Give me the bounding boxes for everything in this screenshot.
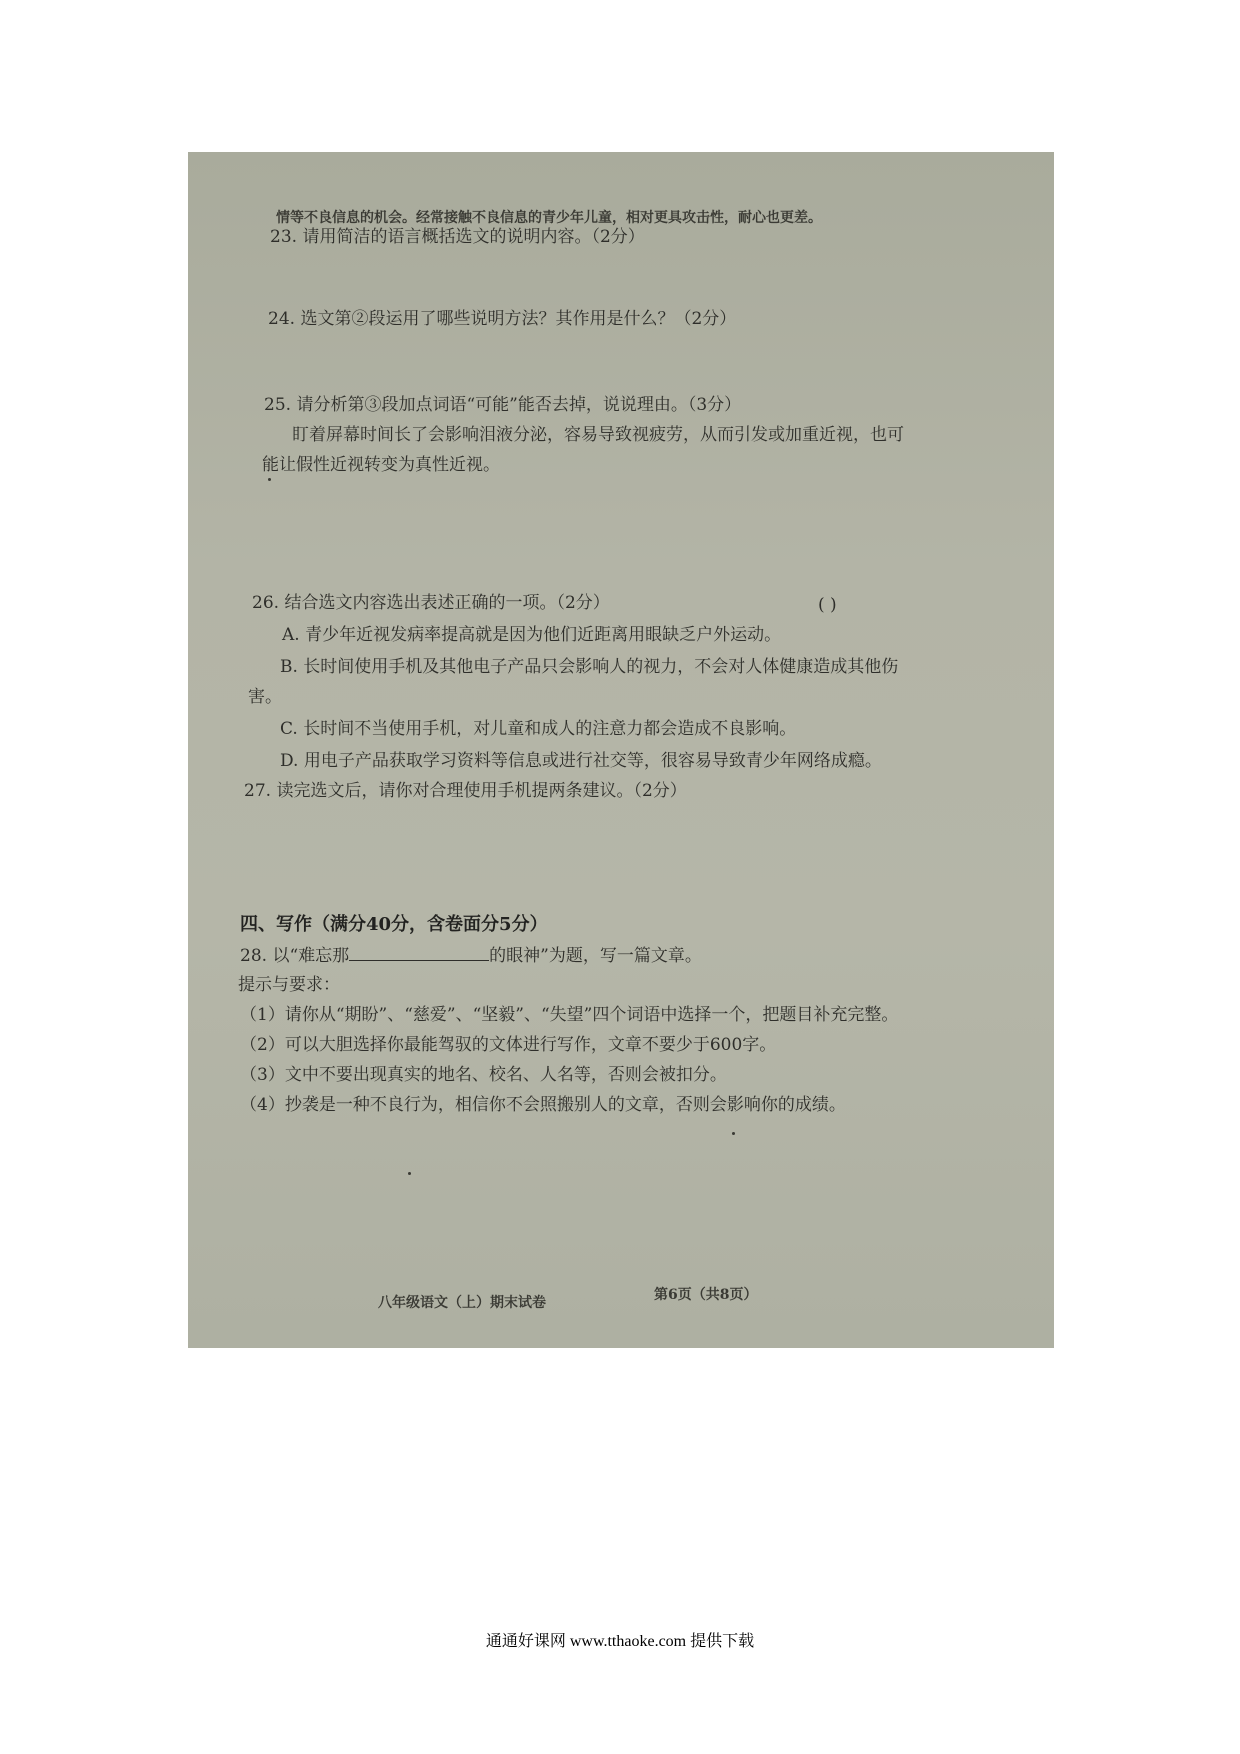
option-c: C. 长时间不当使用手机，对儿童和成人的注意力都会造成不良影响。 — [280, 719, 797, 739]
tip-1: （1）请你从“期盼”、“慈爱”、“坚毅”、“失望”四个词语中选择一个，把题目补充完整。 — [240, 1005, 899, 1025]
exam-page-photo — [188, 152, 1054, 1348]
continued-passage-line: 情等不良信息的机会。经常接触不良信息的青少年儿童，相对更具攻击性，耐心也更差。 — [276, 210, 822, 226]
option-b-line-1: B. 长时间使用手机及其他电子产品只会影响人的视力，不会对人体健康造成其他伤 — [280, 657, 899, 677]
option-a: A. 青少年近视发病率提高就是因为他们近距离用眼缺乏户外运动。 — [282, 625, 782, 645]
watermark-text: 通通好课网 www.tthaoke.com 提供下载 — [485, 1633, 755, 1650]
option-b-line-2: 害。 — [248, 687, 282, 707]
section-four-heading: 四、写作（满分40分，含卷面分5分） — [240, 914, 548, 935]
question-23: 23. 请用简洁的语言概括选文的说明内容。（2分） — [270, 227, 645, 247]
footer-page-number: 第6页（共8页） — [654, 1287, 758, 1303]
tips-heading: 提示与要求： — [238, 975, 340, 995]
question-25-quote-line-2: 能让假性近视转变为真性近视。 — [262, 455, 500, 475]
question-27: 27. 读完选文后，请你对合理使用手机提两条建议。（2分） — [244, 781, 687, 801]
question-24: 24. 选文第②段运用了哪些说明方法？其作用是什么？（2分） — [268, 309, 737, 329]
footer-exam-name: 八年级语文（上）期末试卷 — [378, 1295, 546, 1311]
tip-2: （2）可以大胆选择你最能驾驭的文体进行写作，文章不要少于600字。 — [240, 1035, 777, 1055]
question-25: 25. 请分析第③段加点词语“可能”能否去掉，说说理由。（3分） — [264, 395, 742, 415]
speck — [732, 1132, 735, 1135]
tip-4: （4）抄袭是一种不良行为，相信你不会照搬别人的文章，否则会影响你的成绩。 — [240, 1095, 846, 1115]
question-26: 26. 结合选文内容选出表述正确的一项。（2分） — [252, 593, 610, 613]
question-25-quote-line-1: 盯着屏幕时间长了会影响泪液分泌，容易导致视疲劳，从而引发或加重近视，也可 — [292, 425, 904, 445]
option-d: D. 用电子产品获取学习资料等信息或进行社交等，很容易导致青少年网络成瘾。 — [280, 751, 882, 771]
answer-bracket: ( ) — [818, 595, 837, 615]
question-28 — [240, 944, 702, 967]
speck — [408, 1172, 411, 1175]
tip-3: （3）文中不要出现真实的地名、校名、人名等，否则会被扣分。 — [240, 1065, 727, 1085]
title-blank — [349, 944, 489, 961]
emphasis-dot — [268, 478, 271, 481]
question-28-suffix: 的眼神”为题，写一篇文章。 — [489, 946, 702, 966]
question-28-prefix: 28. 以“难忘那 — [240, 946, 350, 966]
